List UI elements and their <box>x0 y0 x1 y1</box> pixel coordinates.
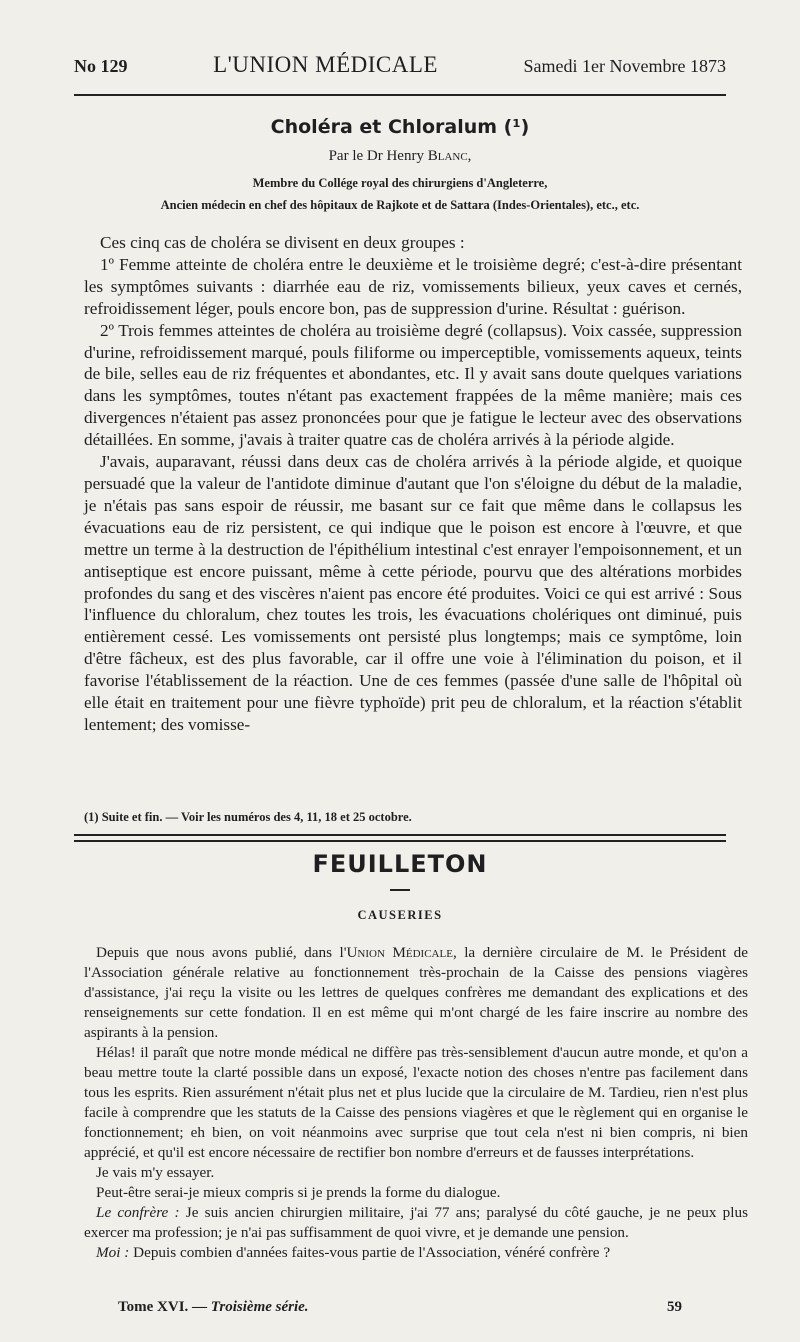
journal-title: L'UNION MÉDICALE <box>213 52 438 77</box>
issue-number: No 129 <box>74 56 128 76</box>
feuilleton-title: FEUILLETON <box>312 850 488 878</box>
author-surname: Blanc <box>427 148 468 164</box>
feuilleton-paragraph: Je vais m'y essayer. <box>96 1164 215 1181</box>
article-byline <box>0 148 800 165</box>
feuilleton-paragraph: Peut-être serai-je mieux compris si je prends la forme du dialogue. <box>96 1184 501 1201</box>
byline-prefix: Par le Dr Henry <box>328 148 428 164</box>
byline-suffix: , <box>467 148 472 164</box>
series-label: Troisième série. <box>210 1299 309 1315</box>
feuilleton-rule-top <box>74 834 726 836</box>
speaker-label: Le confrère : <box>96 1204 180 1221</box>
feuilleton-rule-bottom <box>74 840 726 842</box>
volume-label: Tome XVI. <box>118 1299 189 1315</box>
article-title: Choléra et Chloralum (¹) <box>270 116 530 138</box>
article-paragraph: 1º Femme atteinte de choléra entre le deuxième et le troisième degré; c'est-à-dire présentant les symptômes suivants : diarrhée eau de riz, vomissements bilieux, yeux caves et cernés, refroidissement léger, pouls encore bon, pas de suppression d'urine. Résultat : guérison. <box>84 254 742 318</box>
author-affiliation-1: Membre du Collége royal des chirurgiens d'Angleterre, <box>252 176 548 190</box>
volume-dash: — <box>188 1299 211 1315</box>
feuilleton-paragraph: Hélas! il paraît que notre monde médical ne diffère pas très-sensiblement d'aucun autre monde, et qu'on a beau mettre toute la clarté possible dans un exposé, l'exacte notion des choses n'entre pas facilement dans tous les esprits. Rien assurément n'était plus net et plus lucide que la circulaire de M. Tardieu, rien n'est plus facile à comprendre que les statuts de la Caisse des pensions viagères et que le règlement qui en organise le fonctionnement; eh bien, on voit néanmoins avec surprise que tout cela n'est ni bien compris, ni bien apprécié, et qu'il est encore nécessaire de rectifier bon nombre d'erreurs et de fausses interprétations. <box>84 1044 748 1161</box>
article-paragraph: Ces cinq cas de choléra se divisent en deux groupes : <box>100 233 465 252</box>
article-footnote: (1) Suite et fin. — Voir les numéros des 4, 11, 18 et 25 octobre. <box>84 810 412 824</box>
article-paragraph: J'avais, auparavant, réussi dans deux cas de choléra arrivés à la période algide, et quoique persuadé que la valeur de l'antidote diminue d'autant que l'on s'éloigne du début de la maladie, je n'étais pas sans espoir de réussir, me basant sur ce fait que même dans le collapsus les évacuations eau de riz persistent, ce qui indique que le poison est encore à l'œuvre, et que mettre un terme à la destruction de l'épithélium intestinal c'est enrayer l'empoisonnement, et un antiseptique est encore puissant, même à cette période, pourvu que des altérations morbides profondes du sang et des viscères n'aient pas encore été produites. Voici ce qui est arrivé : Sous l'influence du chloralum, chez toutes les trois, les évacuations cholériques ont diminué, puis entièrement cessé. Les vomissements ont persisté plus longtemps; mais ce symptôme, loin d'être fâcheux, est des plus favorable, car il offre une voie à l'élimination du poison, et il favorise l'établissement de la réaction. Une de ces femmes (passée d'une salle de l'hôpital où elle était en traitement pour une fièvre typhoïde) prit peu de chloralum, et la réaction s'établit lentement; des vomisse- <box>84 452 742 734</box>
feuilleton-dash <box>390 889 410 891</box>
p1-after: , la dernière circulaire de M. le Président de l'Association générale relative au fonctionnement très-prochain de la Caisse des pensions viagères d'assistance, j'ai reçu la visite ou les lettres de quelques confrères me demandant des explications et des renseignements sur cette fondation. Il en est même qui m'ont chargé de les faire inscrire au nombre des aspirants à la pension. <box>84 944 748 1041</box>
dialogue-line <box>84 1243 748 1263</box>
feuilleton-subtitle: CAUSERIES <box>357 908 443 922</box>
volume-info <box>118 1299 309 1316</box>
journal-mention: Union Médicale <box>346 944 453 961</box>
p1-before: Depuis que nous avons publié, dans l' <box>96 944 347 961</box>
dialogue-text: Depuis combien d'années faites-vous partie de l'Association, vénéré confrère ? <box>129 1244 611 1261</box>
speaker-label: Moi : <box>96 1244 130 1261</box>
article-paragraph: 2º Trois femmes atteintes de choléra au troisième degré (collapsus). Voix cassée, suppression d'urine, refroidissement marqué, pouls filiforme ou imperceptible, vomissements aqueux, teints de bile, selles eau de riz fréquentes et abondantes, etc. Il y avait sans doute quelques variations dans les symptômes, toutes n'étant pas exactement frappées de la même manière; mais ces divergences n'étaient pas assez prononcées pour que je fatigue le lecteur avec des observations détaillées. En somme, j'avais à traiter quatre cas de choléra arrivés à la période algide. <box>84 320 742 450</box>
feuilleton-body <box>84 943 748 1263</box>
page-footer <box>118 1299 682 1319</box>
header-rule <box>74 94 726 96</box>
dialogue-text: Je suis ancien chirurgien militaire, j'ai 77 ans; paralysé du côté gauche, je ne peux plus exercer ma profession; je n'ai pas suffisamment de quoi vivre, et je demande une pension. <box>84 1204 748 1241</box>
dialogue-line <box>84 1203 748 1243</box>
author-affiliation-2: Ancien médecin en chef des hôpitaux de Rajkote et de Sattara (Indes-Orientales), etc., etc. <box>160 198 640 212</box>
feuilleton-paragraph <box>84 943 748 1043</box>
page-number: 59 <box>667 1299 682 1315</box>
issue-date: Samedi 1er Novembre 1873 <box>523 56 726 76</box>
page-header <box>74 52 726 90</box>
article-body <box>84 232 742 736</box>
